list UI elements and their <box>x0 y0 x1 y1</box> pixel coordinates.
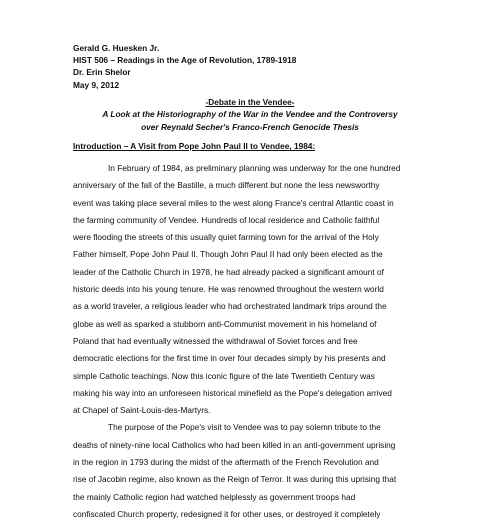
body-line: leader of the Catholic Church in 1978, he had already packed a significant amount of <box>73 266 384 277</box>
author-name: Gerald G. Huesken Jr. <box>73 43 160 53</box>
body-line: The purpose of the Pope's visit to Vendee was to pay solemn tribute to the <box>108 422 381 433</box>
body-line: Father himself, Pope John Paul II. Though John Paul II had only been elected as the <box>73 249 383 260</box>
document-header <box>73 42 296 91</box>
body-line: rise of Jacobin regime, also known as the Reign of Terror. It was during this uprising that <box>73 474 397 485</box>
body-line: democratic elections for the first time in over four decades simply by his presents and <box>73 353 386 364</box>
body-line: the farming community of Vendee. Hundreds of local residence and Catholic faithful <box>73 214 380 225</box>
document-date: May 9, 2012 <box>73 79 120 90</box>
title-line-1: -Debate in the Vendee- <box>205 97 295 107</box>
document-title <box>60 96 440 133</box>
body-line: simple Catholic teachings. Now this iconic figure of the late Twentieth Century was <box>73 370 375 381</box>
body-line: deaths of ninety-nine local Catholics who had been killed in an anti-government uprising <box>73 439 396 450</box>
body-line: confiscated Church property, redesigned it for other uses, or destroyed it completely <box>73 508 381 519</box>
body-line: In February of 1984, as preliminary planning was underway for the one hundred <box>108 163 401 173</box>
body-line: anniversary of the fall of the Bastille, a much different but none the less newsworthy <box>73 180 380 191</box>
body-line: at Chapel of Saint-Louis-des-Martyrs. <box>73 405 211 416</box>
body-text <box>73 160 433 523</box>
body-line: making his way into an unforeseen historical minefield as the Pope's delegation arrived <box>73 387 392 398</box>
title-line-3: over Reynald Secher's Franco-French Genocide Thesis <box>141 121 359 132</box>
body-line: as a world traveler, a religious leader who had orchestrated landmark trips around the <box>73 301 387 312</box>
body-line: event was taking place several miles to the west along France's central Atlantic coast in <box>73 197 394 208</box>
body-line: the mainly Catholic region had watched helplessly as government troops had <box>73 491 356 502</box>
instructor-name: Dr. Erin Shelor <box>73 67 131 78</box>
title-line-2: A Look at the Historiography of the War in the Vendee and the Controversy <box>102 109 398 120</box>
body-line: were flooding the streets of this usually quiet farming town for the arrival of the Holy <box>73 232 379 243</box>
body-line: Poland that had eventually witnessed the withdrawal of Soviet forces and free <box>73 335 358 346</box>
course-name: HIST 506 – Readings in the Age of Revolution, 1789-1918 <box>73 55 297 66</box>
body-line: in the region in 1793 during the midst of the aftermath of the French Revolution and <box>73 457 379 468</box>
body-line: historic deeds into his young tenure. He was renowned throughout the western world <box>73 284 384 295</box>
section-heading: Introduction – A Visit from Pope John Paul II to Vendee, 1984: <box>73 141 316 151</box>
body-line: globe as well as sparked a stubborn anti-Communist movement in his homeland of <box>73 318 377 329</box>
